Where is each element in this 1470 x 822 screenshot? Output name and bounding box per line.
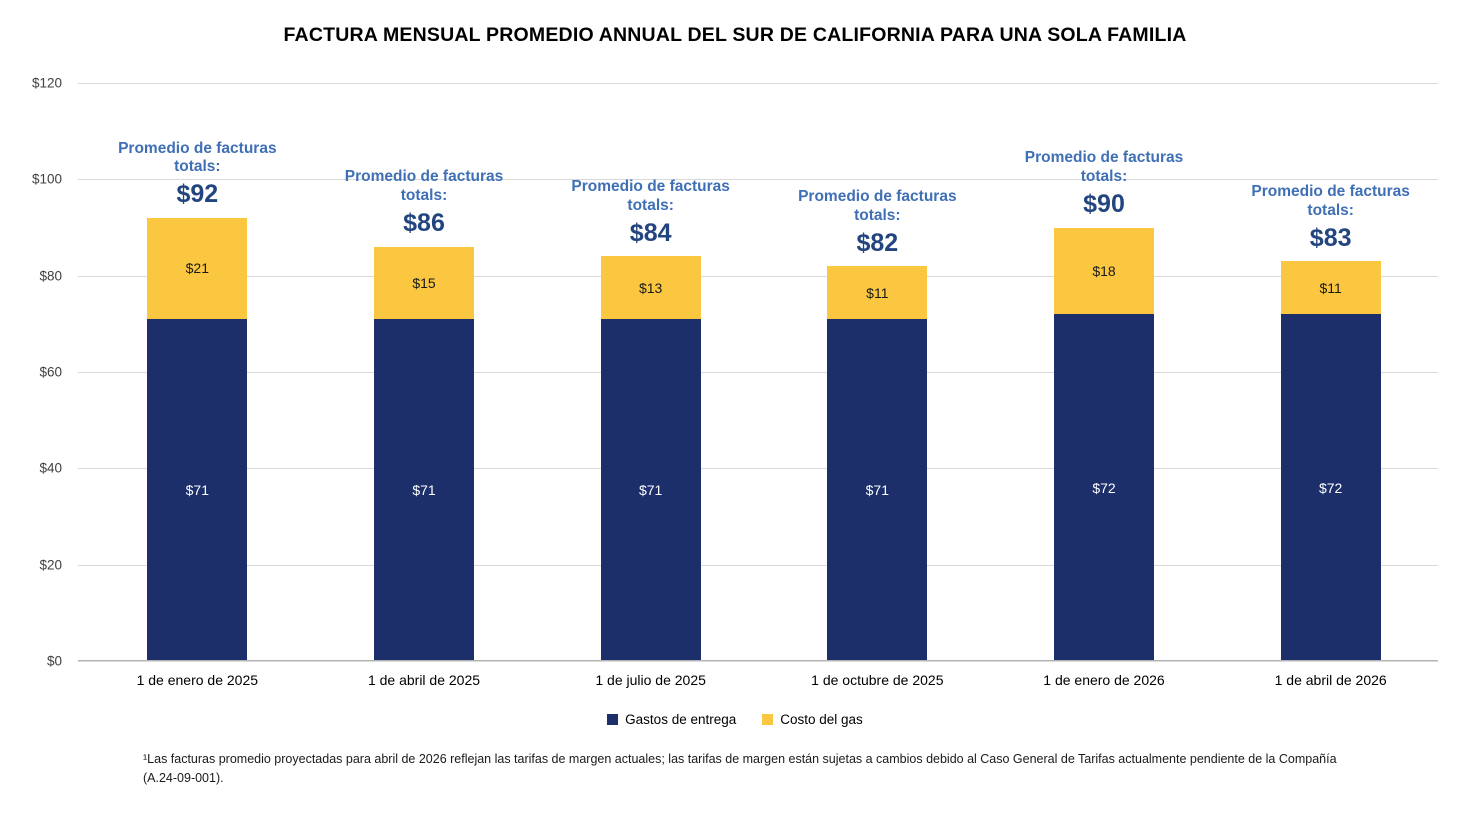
x-axis-line (78, 660, 1438, 661)
bar-total-amount: $92 (176, 180, 219, 209)
bar-total-amount: $90 (1083, 190, 1125, 218)
legend-item[interactable] (762, 712, 863, 727)
y-axis (0, 75, 70, 669)
gridline (78, 565, 1438, 566)
x-axis-tick-label: 1 de abril de 2025 (367, 672, 481, 688)
bar-segment-label: $71 (865, 482, 889, 499)
bar-segment-label: $72 (1318, 479, 1343, 496)
y-axis-tick-label: $120 (31, 75, 62, 91)
x-axis-tick-label: 1 de enero de 2026 (1043, 672, 1165, 688)
bar-group[interactable] (601, 83, 701, 661)
bar-segment-delivery[interactable] (147, 319, 247, 661)
x-axis-tick-label: 1 de octubre de 2025 (811, 672, 944, 688)
x-axis-tick-label: 1 de enero de 2025 (136, 672, 259, 688)
bar-segment-gas[interactable] (147, 218, 247, 319)
bar-total-amount: $84 (629, 218, 672, 247)
y-axis-tick-label: $40 (39, 460, 62, 476)
bar-total-annotation (1024, 149, 1184, 219)
y-axis-tick-label: $60 (39, 364, 62, 380)
bar-total-annotation (797, 188, 957, 258)
bar-segment-label: $71 (638, 482, 663, 499)
bar-segment-label: $13 (638, 279, 663, 296)
y-axis-tick-label: $80 (39, 268, 62, 284)
legend-label: Gastos de entrega (625, 712, 737, 727)
bar-segment-gas[interactable] (601, 256, 701, 319)
footnote: ¹Las facturas promedio proyectadas para abril de 2026 reflejan las tarifas de margen actuales; las tarifas de margen están sujetas a cambios debido al Caso General de Tarifas actualmente pendiente de la Compañía (A.24-09-001). (143, 752, 1337, 786)
gridline (78, 276, 1438, 277)
bar-segment-delivery[interactable] (1054, 314, 1154, 661)
gridline (78, 83, 1438, 84)
bar-segment-delivery[interactable] (374, 319, 474, 661)
bar-segment-gas[interactable] (374, 247, 474, 319)
gridline (78, 468, 1438, 469)
bar-total-amount: $82 (856, 228, 899, 257)
bar-segment-delivery[interactable] (601, 319, 701, 661)
bar-group[interactable] (827, 83, 927, 661)
bar-total-amount: $86 (403, 209, 445, 238)
legend-swatch (762, 714, 773, 725)
bar-total-caption: Promedio de facturas totals: (1024, 149, 1184, 186)
bar-total-caption: Promedio de facturas totals: (1251, 182, 1410, 219)
bar-total-annotation (117, 140, 277, 210)
y-axis-tick-label: $100 (31, 171, 62, 187)
legend-label: Costo del gas (780, 712, 863, 727)
bar-total-annotation (344, 168, 504, 238)
bar-segment-label: $72 (1092, 479, 1116, 496)
gridline (78, 661, 1438, 662)
bar-total-caption: Promedio de facturas totals: (118, 139, 277, 176)
bar-segment-label: $11 (866, 284, 889, 301)
bar-segment-label: $71 (185, 482, 209, 499)
bar-segment-delivery[interactable] (1281, 314, 1381, 661)
x-axis-tick-label: 1 de abril de 2026 (1274, 672, 1387, 688)
bar-segment-label: $21 (185, 260, 209, 277)
y-axis-tick-label: $20 (39, 557, 62, 573)
bar-segment-label: $71 (412, 482, 436, 499)
legend (0, 712, 1470, 727)
bar-total-caption: Promedio de facturas totals: (571, 178, 730, 214)
x-axis-tick-label: 1 de julio de 2025 (595, 672, 706, 688)
plot-area (78, 83, 1438, 661)
bar-segment-gas[interactable] (1054, 228, 1154, 315)
bar-segment-label: $11 (1319, 279, 1342, 296)
chart-title: FACTURA MENSUAL PROMEDIO ANNUAL DEL SUR DE CALIFORNIA PARA UNA SOLA FAMILIA (283, 24, 1187, 46)
bar-total-caption: Promedio de facturas totals: (344, 168, 504, 205)
bar-total-caption: Promedio de facturas totals: (798, 187, 957, 224)
bar-total-amount: $83 (1309, 223, 1352, 252)
bar-group[interactable] (1281, 83, 1381, 661)
bar-segment-delivery[interactable] (827, 319, 927, 661)
bar-total-annotation (1251, 183, 1411, 253)
bar-segment-gas[interactable] (827, 266, 927, 319)
legend-swatch (607, 714, 618, 725)
bar-total-annotation (571, 178, 731, 248)
bar-segment-gas[interactable] (1281, 261, 1381, 314)
bar-segment-label: $18 (1092, 262, 1116, 279)
y-axis-tick-label: $0 (46, 653, 62, 669)
legend-item[interactable] (607, 712, 736, 727)
gridline (78, 179, 1438, 180)
bar-segment-label: $15 (412, 274, 436, 291)
gridline (78, 372, 1438, 373)
